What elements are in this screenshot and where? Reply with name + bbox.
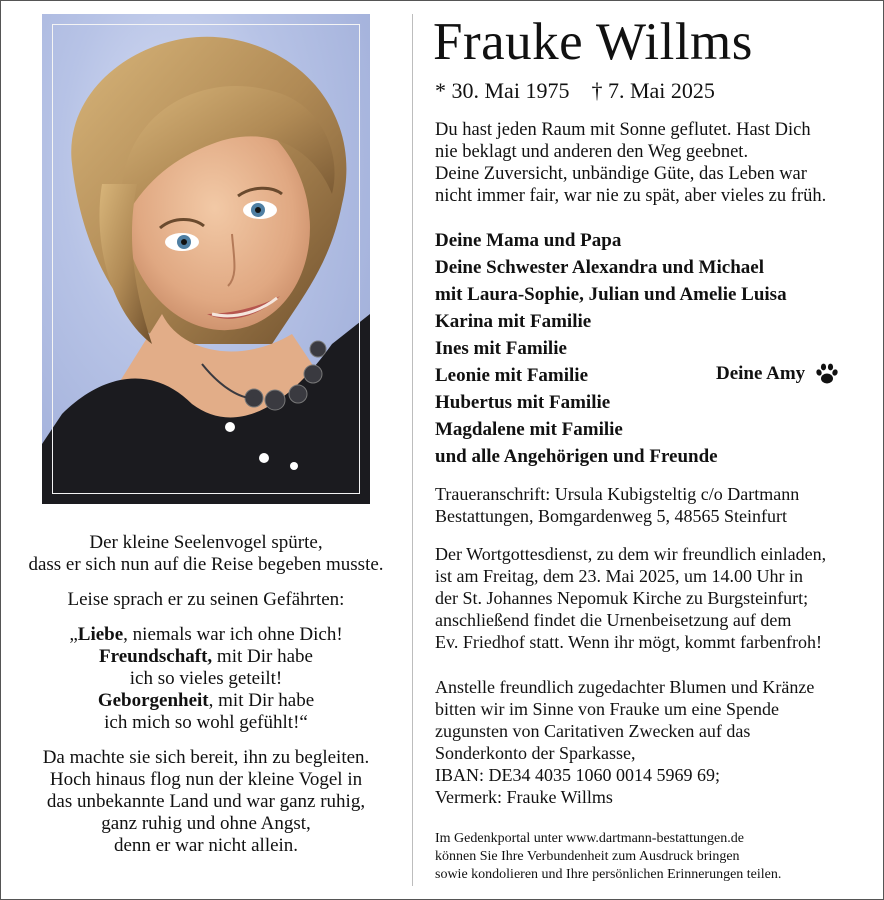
intro-line: Deine Zuversicht, unbändige Güte, das Leben war (435, 164, 807, 184)
poem-line: Leise sprach er zu seinen Gefährten: (67, 589, 345, 610)
column-divider (412, 14, 413, 886)
poem-line: ich mich so wohl gefühlt!“ (104, 712, 308, 733)
poem-line: ganz ruhig und ohne Angst, (101, 813, 311, 834)
poem-line (0, 646, 412, 668)
portrait-photo (42, 14, 370, 504)
service-line: ist am Freitag, dem 23. Mai 2025, um 14.00 Uhr in (435, 566, 803, 586)
word-liebe: Liebe (77, 624, 124, 645)
family-line: Leonie mit Familie (435, 365, 589, 386)
family-line: Hubertus mit Familie (435, 392, 611, 413)
intro-line: Du hast jeden Raum mit Sonne geflutet. Hast Dich (435, 120, 811, 140)
poem-stanza-3 (0, 624, 412, 734)
poem-text: , niemals war ich ohne Dich! (123, 624, 343, 645)
pet-signature (716, 360, 839, 387)
poem-line (0, 624, 412, 646)
poem-line: ich so vieles geteilt! (129, 668, 283, 689)
poem-line: Der kleine Seelenvogel spürte, (89, 532, 323, 553)
donation-info (435, 676, 880, 808)
poem-stanza-1 (0, 532, 412, 576)
poem-line: Hoch hinaus flog nun der kleine Vogel in (49, 769, 363, 790)
family-line: und alle Angehörigen und Freunde (435, 446, 718, 467)
portal-line: können Sie Ihre Verbundenheit zum Ausdruck bringen (435, 849, 740, 864)
poem-text: mit Dir habe (212, 646, 313, 667)
service-info (435, 543, 880, 653)
iban-line: IBAN: DE34 4035 1060 0014 5969 69; (435, 765, 720, 785)
poem-line (0, 690, 412, 712)
word-geborgenheit: Geborgenheit (97, 690, 209, 711)
poem-text: , mit Dir habe (208, 690, 315, 711)
family-line: Magdalene mit Familie (435, 419, 623, 440)
pet-label: Deine Amy (716, 363, 806, 384)
portal-line: Im Gedenkportal unter www.dartmann-bestattungen.de (435, 831, 744, 846)
memorial-portal-note (435, 830, 880, 884)
photo-inner-border (52, 24, 360, 494)
poem-stanza-4 (0, 747, 412, 857)
death-date: † 7. Mai 2025 (591, 78, 715, 103)
family-line: mit Laura-Sophie, Julian und Amelie Luisa (435, 284, 787, 305)
intro-line: nie beklagt und anderen den Weg geebnet. (435, 142, 749, 162)
poem (0, 532, 412, 870)
poem-line: Da machte sie sich bereit, ihn zu begleiten. (42, 747, 370, 768)
family-line: Karina mit Familie (435, 311, 592, 332)
poem-line: das unbekannte Land und war ganz ruhig, (46, 791, 366, 812)
donation-line: Sonderkonto der Sparkasse, (435, 743, 636, 763)
address-line: Traueranschrift: Ursula Kubigsteltig c/o Dartmann (435, 484, 800, 504)
donation-line: bitten wir im Sinne von Frauke um eine Spende (435, 699, 779, 719)
donation-line: Anstelle freundlich zugedachter Blumen und Kränze (435, 677, 815, 697)
poem-line: denn er war nicht allein. (113, 835, 299, 856)
family-line: Ines mit Familie (435, 338, 567, 359)
family-line: Deine Mama und Papa (435, 230, 622, 251)
intro-text (435, 119, 875, 207)
word-freundschaft: Freundschaft, (99, 646, 213, 667)
intro-line: nicht immer fair, war nie zu spät, aber vieles zu früh. (435, 186, 827, 206)
portal-line: sowie kondolieren und Ihre persönlichen Erinnerungen teilen. (435, 867, 782, 882)
service-line: anschließend findet die Urnenbeisetzung auf dem (435, 610, 792, 630)
poem-stanza-2 (0, 589, 412, 611)
address-line: Bestattungen, Bomgardenweg 5, 48565 Steinfurt (435, 506, 787, 526)
reference-line: Vermerk: Frauke Willms (435, 787, 613, 807)
mourning-address (435, 483, 880, 527)
family-list (435, 227, 875, 470)
family-line: Deine Schwester Alexandra und Michael (435, 257, 764, 278)
poem-line: dass er sich nun auf die Reise begeben musste. (28, 554, 384, 575)
service-line: der St. Johannes Nepomuk Kirche zu Burgsteinfurt; (435, 588, 809, 608)
donation-line: zugunsten von Caritativen Zwecken auf das (435, 721, 751, 741)
service-line: Der Wortgottesdienst, zu dem wir freundlich einladen, (435, 544, 827, 564)
life-dates (435, 78, 715, 104)
paw-icon (815, 363, 839, 385)
quote-open: „ (69, 624, 78, 645)
birth-date: * 30. Mai 1975 (435, 78, 570, 103)
service-line: Ev. Friedhof statt. Wenn ihr mögt, kommt farbenfroh! (435, 632, 822, 652)
deceased-name: Frauke Willms (433, 13, 753, 71)
